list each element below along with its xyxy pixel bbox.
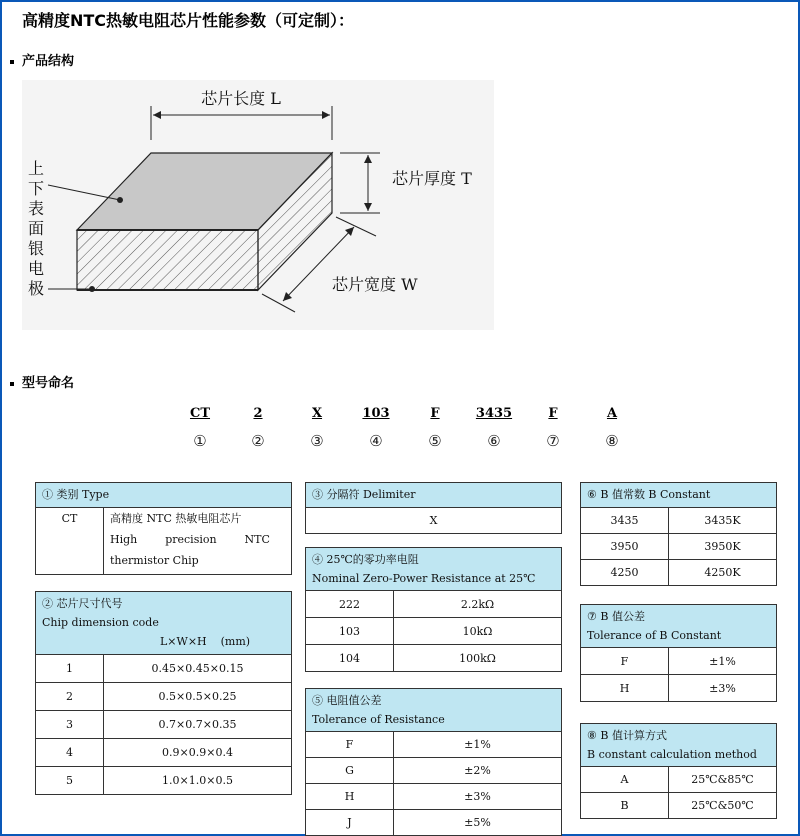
resistance-value: 10kΩ (394, 618, 562, 645)
type-desc-en2: thermistor Chip (110, 554, 199, 567)
dimension-code: 1 (36, 655, 104, 683)
model-number: ⑧ (605, 432, 619, 450)
dimension-table (35, 591, 292, 795)
tolerance-code: H (306, 784, 394, 810)
resistance-header-en: Nominal Zero-Power Resistance at 25℃ (312, 572, 536, 585)
b-tolerance-value: ±1% (669, 648, 777, 675)
electrode-char: 表 (28, 199, 45, 218)
b-calc-header (581, 724, 777, 767)
dimension-code: 3 (36, 711, 104, 739)
model-number: ② (251, 432, 265, 450)
model-code: F (548, 406, 558, 421)
leader-dot-icon (117, 197, 123, 203)
tolerance-code: F (306, 732, 394, 758)
model-code: 103 (362, 406, 390, 421)
dimension-header-unit: L×W×H (mm) (160, 635, 251, 648)
model-number: ⑤ (428, 432, 442, 450)
dimension-value: 0.45×0.45×0.15 (104, 655, 292, 683)
length-label: 芯片长度 L (201, 89, 281, 108)
model-number: ⑦ (546, 432, 560, 450)
type-desc-cn: 高精度 NTC 热敏电阻芯片 (110, 512, 242, 525)
type-table-header: ① 类别 Type (36, 483, 292, 508)
b-calc-header-cn: ⑧ B 值计算方式 (587, 729, 667, 742)
b-tolerance-header-cn: ⑦ B 值公差 (587, 610, 645, 623)
model-code: A (606, 406, 618, 421)
chip-front-face (77, 230, 258, 290)
resistance-table-header (306, 548, 562, 591)
delimiter-table-header: ③ 分隔符 Delimiter (306, 483, 562, 508)
b-calc-header-en: B constant calculation method (587, 748, 757, 761)
b-tolerance-value: ±3% (669, 675, 777, 702)
tolerance-table (305, 688, 562, 836)
dimension-header-en: Chip dimension code (42, 616, 159, 629)
thickness-label: 芯片厚度 T (392, 169, 472, 188)
model-code: 2 (253, 406, 263, 421)
resistance-header-cn: ④ 25℃的零功率电阻 (312, 553, 419, 566)
delimiter-table (305, 482, 562, 534)
section-heading-naming (10, 372, 74, 391)
dimension-header-cn: ② 芯片尺寸代号 (42, 597, 123, 610)
model-number: ① (193, 432, 207, 450)
b-tolerance-code: F (581, 648, 669, 675)
b-constant-table (580, 482, 777, 586)
b-tolerance-header (581, 605, 777, 648)
model-code: CT (189, 406, 211, 421)
electrode-label (28, 159, 44, 298)
tolerance-code: G (306, 758, 394, 784)
tolerance-value: ±1% (394, 732, 562, 758)
electrode-char: 银 (28, 239, 45, 258)
electrode-char: 电 (28, 259, 45, 278)
b-calc-value: 25℃&85℃ (669, 767, 777, 793)
page-title: 高精度NTC热敏电阻芯片性能参数（可定制）： (22, 11, 355, 30)
dimension-value: 1.0×1.0×0.5 (104, 767, 292, 795)
b-calc-table (580, 723, 777, 819)
tolerance-header-cn: ⑤ 电阻值公差 (312, 694, 382, 707)
dimension-table-header (36, 592, 292, 655)
section-label-structure: 产品结构 (22, 54, 75, 69)
bullet-icon (10, 382, 14, 386)
electrode-char: 面 (28, 219, 45, 238)
dimension-value: 0.9×0.9×0.4 (104, 739, 292, 767)
section-heading-structure (10, 50, 74, 69)
model-code: X (311, 406, 323, 421)
b-tolerance-table (580, 604, 777, 702)
leader-dot-icon (89, 286, 95, 292)
model-number: ③ (310, 432, 324, 450)
b-tolerance-header-en: Tolerance of B Constant (587, 629, 722, 642)
model-number: ⑥ (487, 432, 501, 450)
b-constant-value: 3435K (669, 508, 777, 534)
b-constant-code: 3950 (581, 534, 669, 560)
dimension-value: 0.5×0.5×0.25 (104, 683, 292, 711)
electrode-char: 上 (28, 159, 45, 178)
dimension-code: 4 (36, 739, 104, 767)
tolerance-header-en: Tolerance of Resistance (312, 713, 445, 726)
b-constant-code: 3435 (581, 508, 669, 534)
resistance-code: 104 (306, 645, 394, 672)
chip-structure-diagram (20, 80, 500, 340)
tolerance-value: ±5% (394, 810, 562, 836)
tolerance-code: J (306, 810, 394, 836)
b-constant-value: 4250K (669, 560, 777, 586)
resistance-code: 222 (306, 591, 394, 618)
bullet-icon (10, 60, 14, 64)
width-label: 芯片宽度 W (332, 275, 418, 294)
b-constant-header: ⑥ B 值常数 B Constant (581, 483, 777, 508)
type-code-cell: CT (36, 508, 104, 575)
b-calc-value: 25℃&50℃ (669, 793, 777, 819)
resistance-code: 103 (306, 618, 394, 645)
electrode-char: 极 (28, 279, 45, 298)
dimension-code: 2 (36, 683, 104, 711)
b-calc-code: B (581, 793, 669, 819)
tolerance-value: ±3% (394, 784, 562, 810)
b-constant-code: 4250 (581, 560, 669, 586)
type-table (35, 482, 292, 575)
resistance-value: 100kΩ (394, 645, 562, 672)
resistance-table (305, 547, 562, 672)
b-tolerance-code: H (581, 675, 669, 702)
b-constant-value: 3950K (669, 534, 777, 560)
resistance-value: 2.2kΩ (394, 591, 562, 618)
tolerance-value: ±2% (394, 758, 562, 784)
section-label-naming: 型号命名 (22, 376, 75, 391)
type-desc-en1: High precision NTC (110, 533, 270, 546)
model-code: 3435 (475, 406, 513, 421)
model-code: F (430, 406, 440, 421)
b-calc-code: A (581, 767, 669, 793)
delimiter-value: X (306, 508, 562, 534)
tolerance-table-header (306, 689, 562, 732)
dimension-value: 0.7×0.7×0.35 (104, 711, 292, 739)
model-number: ④ (369, 432, 383, 450)
electrode-char: 下 (28, 179, 45, 198)
dimension-code: 5 (36, 767, 104, 795)
type-desc-cell (104, 508, 292, 575)
